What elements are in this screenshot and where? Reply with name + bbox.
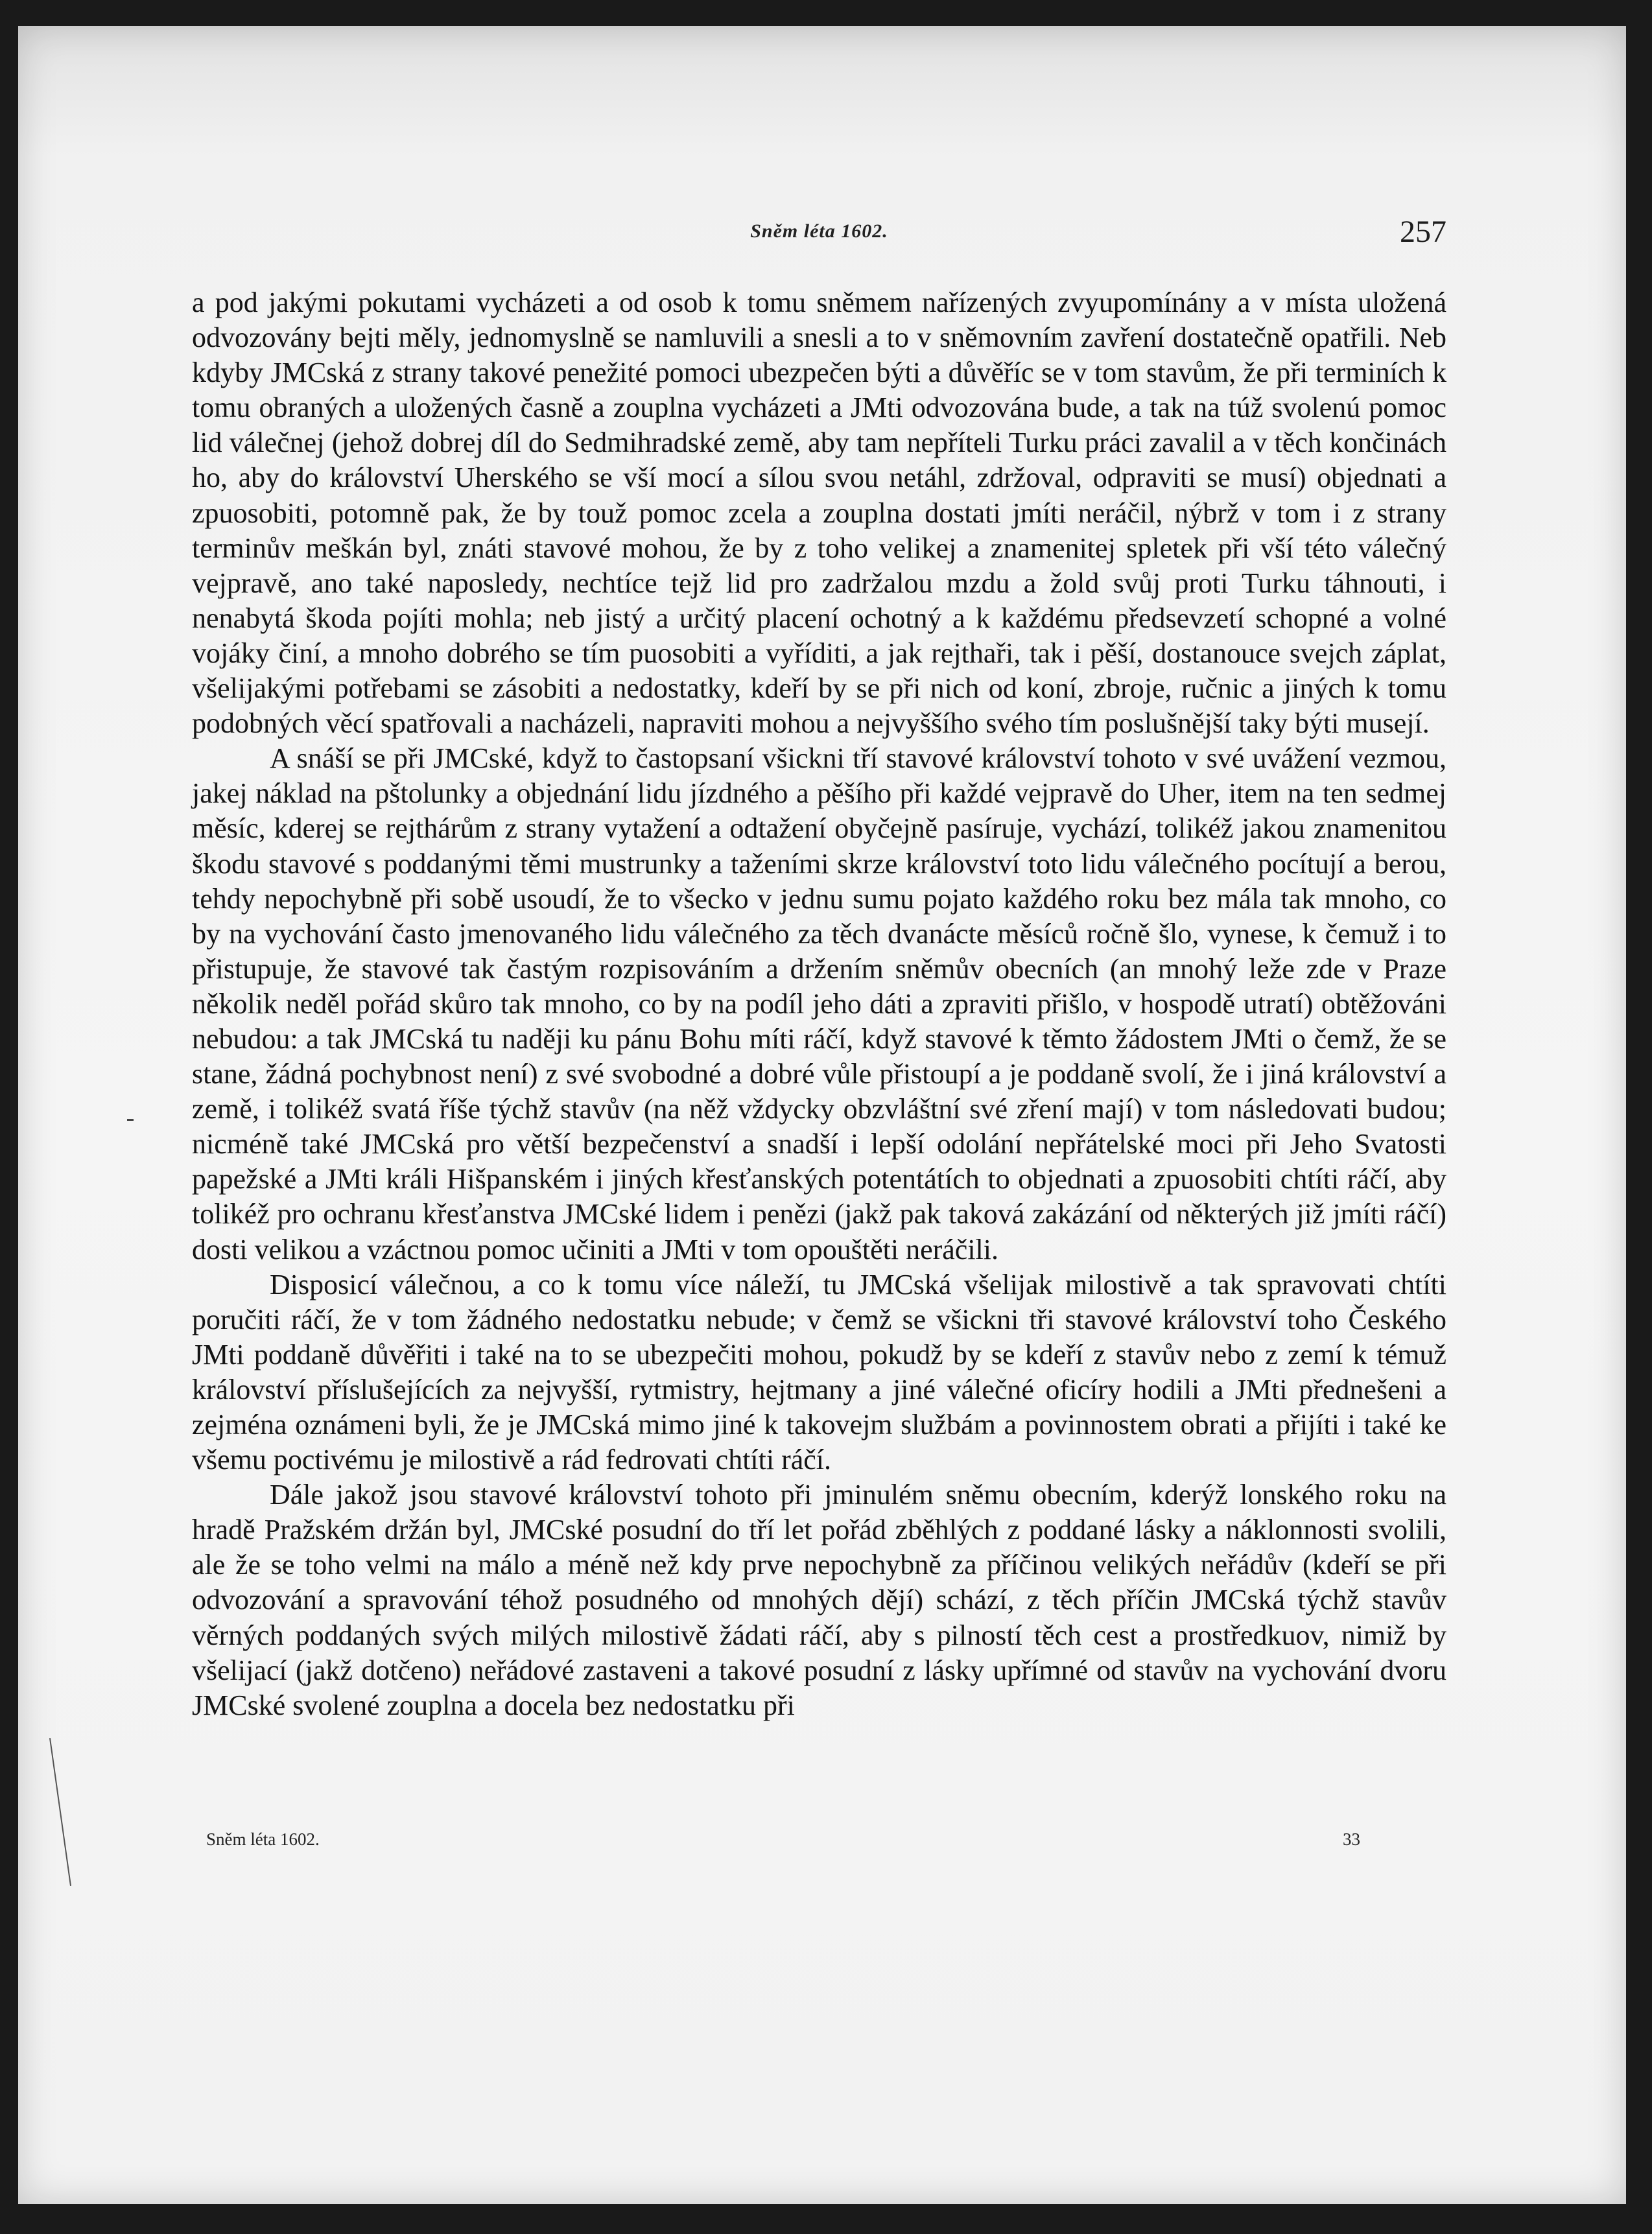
running-head (192, 200, 1446, 252)
footer-signature-mark: 33 (1343, 1829, 1360, 1849)
document-page (18, 26, 1626, 2204)
body-text (192, 285, 1446, 1723)
running-title: Sněm léta 1602. (750, 220, 888, 242)
paragraph: Disposicí válečnou, a co k tomu více náleží, tu JMCská všelijak milostivě a tak spravovati chtíti poručiti ráčí, že v tom žádného nedostatku nebude; v čemž se všickni tři stavové království toho Českého JMti poddaně důvěřiti i také na to se ubezpečiti mohou, pokudž by se kdeří z stavův nebo z zemí k témuž království příslušejících za nejvyšší, rytmistry, hejtmany a jiné válečné oficíry hodili a JMti přednešeni a zejména oznámeni byli, že je JMCská mimo jiné k takovejm službám a povinnostem obrati a přijíti i také ke všemu poctivému je milostivě a rád fedrovati chtíti ráčí. (192, 1268, 1446, 1476)
footer (206, 1829, 1360, 1855)
paragraph: Dále jakož jsou stavové království tohoto při jminulém sněmu obecním, kderýž lonského roku na hradě Pražském držán byl, JMCské posudní do tří let pořád zběhlých z poddané lásky a náklonnosti svolili, ale že se toho velmi na málo a méně než kdy prve nepochybně za příčinou velikých neřádův (kdeří se při odvozování a spravování téhož posudného od mnohých dějí) schází, z těch příčin JMCská týchž stavův věrných poddaných svých milých milostivě žádati ráčí, aby s pilností těch cest a prostředkuov, nimiž by všelijací (jakž dotčeno) neřádové zastaveni a takové posudní z lásky upřímné od stavův na vychování dvoru JMCské svolené zouplna a docela bez nedostatku při (192, 1479, 1446, 1721)
paragraph: a pod jakými pokutami vycházeti a od osob k tomu sněmem nařízených zvyupomínány a v místa uložená odvozovány bejti měly, jednomyslně se namluvili a snesli a to v sněmovním zavření dostatečně opatřili. Neb kdyby JMCská z strany takové penežité pomoci ubezpečen býti a důvěříc se v tom stavům, že při terminích k tomu obraných a uložených časně a zouplna vycházeti a JMti odvozována bude, a tak na túž svolenú pomoc lid válečnej (jehož dobrej díl do Sedmihradské země, aby tam nepříteli Turku práci zavalil a v těch končinách ho, aby do království Uherského se vší mocí a sílou svou netáhl, zdržoval, odpraviti se musí) objednati a zpuosobiti, potomně pak, že by touž pomoc zcela a zouplna dostati jmíti neráčil, nýbrž v tom i z strany terminův meškán byl, znáti stavové mohou, že by z toho velikej a znamenitej spletek při vší této válečný vejpravě, ano také naposledy, nechtíce tejž lid pro zadržalou mzdu a žold svůj proti Turku táhnouti, i nenabytá škoda pojíti mohla; neb jistý a určitý placení ochotný a k každému předsevzetí schopné a volné vojáky činí, a mnoho dobrého se tím puosobiti a vyříditi, a jak rejthaři, tak i pěší, dostanouce svejch záplat, všelijakými potřebami se zásobiti a nedostatky, kdeří by se při nich od koní, zbroje, ručnic a jiných k tomu podobných věcí spatřovali a nacházeli, napraviti mohou a nejvyššího svého tím poslušnější taky býti musejí. (192, 287, 1446, 740)
margin-pencil-mark (49, 1738, 71, 1886)
footer-signature-title: Sněm léta 1602. (206, 1829, 320, 1849)
margin-dot-mark (127, 1119, 134, 1121)
page-number: 257 (1400, 215, 1446, 249)
paragraph: A snáší se při JMCské, když to častopsaní všickni tří stavové království tohoto v své uvážení vezmou, jakej náklad na pštolunky a objednání lidu jízdného a pěšího při každé vejpravě do Uher, item na ten sedmej měsíc, kderej se rejthárům z strany vytažení a odtažení obyčejně pasíruje, vychází, tolikéž jakou znamenitou škodu stavové s poddanými těmi mustrunky a taženími skrze království toto lidu válečného pocítují a berou, tehdy nepochybně při sobě usoudí, že to všecko v jednu sumu pojato každého roku bez mála tak mnoho, co by na vychování často jmenovaného lidu válečného za těch dvanácte měsíců ročně šlo, vynese, k čemuž i to přistupuje, že stavové tak častým rozpisováním a držením sněmův obecních (an mnohý leže zde v Praze několik neděl pořád skůro tak mnoho, co by na podíl jeho dáti a zpraviti přišlo, v hospodě utratí) obtěžováni nebudou: a tak JMCská tu naději ku pánu Bohu míti ráčí, když stavové k těmto žádostem JMti o čemž, že se stane, žádná pochybnost není) z své svobodné a dobré vůle přistoupí a je poddaně svolí, že i jiná království a země, i tolikéž svatá říše týchž stavův (na něž vždycky obzvláštní své zření mají) v tom následovati budou; nicméně také JMCská pro větší bezpečenství a snadší i lepší odolání nepřátelské moci při Jeho Svatosti papežské a JMti králi Hišpanském i jiných křesťanských potentátích to objednati a zpuosobiti chtíti ráčí, aby tolikéž pro ochranu křesťanstva JMCské lidem i penězi (jakž pak taková zakázání od některých již jmíti ráčí) dosti velikou a vzáctnou pomoc učiniti a JMti v tom opouštěti neráčili. (192, 742, 1446, 1265)
